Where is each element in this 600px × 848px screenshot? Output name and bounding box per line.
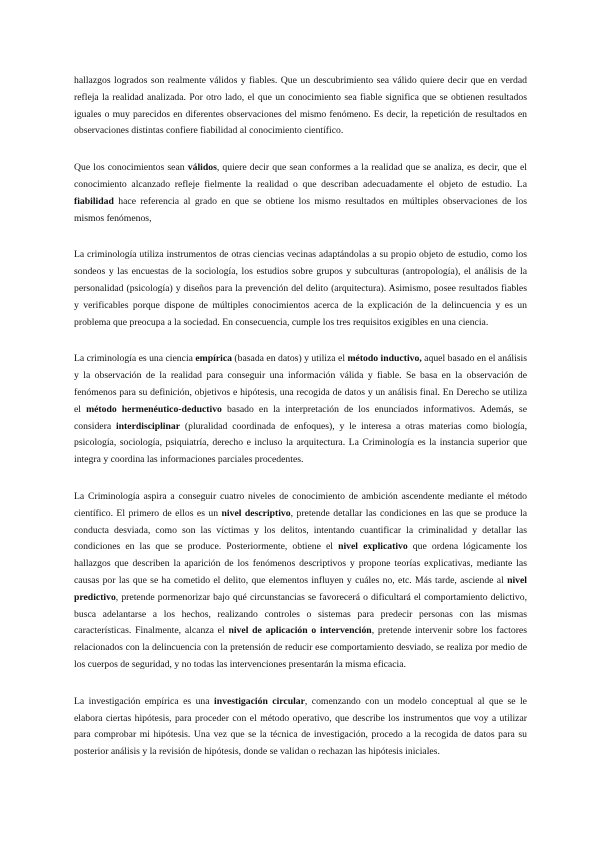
bold-term: nivel explicativo <box>338 541 408 553</box>
bold-term: nivel descriptivo <box>221 507 291 519</box>
bold-term: interdisciplinar <box>115 420 181 432</box>
text-run: La criminología es una ciencia <box>74 353 196 365</box>
bold-term: válidos <box>187 162 217 174</box>
paragraph-5 <box>74 489 527 674</box>
paragraph-6 <box>74 694 527 761</box>
paragraph-3 <box>74 247 527 331</box>
bold-term: nivel de aplicación o intervención <box>228 625 372 637</box>
text-run: , pretende pormenorizar bajo qué circunstancias se favorecerá o dificultará el comportamiento delictivo, busca adelantarse a los hechos, realizando controles o sistemas para predecir personas con las mismas características. Finalmente, alcanza el <box>74 591 527 637</box>
bold-term: método inductivo, <box>347 353 422 365</box>
paragraph-2 <box>74 160 527 227</box>
bold-term: nivel predictivo <box>74 574 527 603</box>
text-run: basado en la interpretación de los enunciados informativos. Además, se considera <box>74 403 527 432</box>
text-run: Que los conocimientos sean <box>74 162 188 174</box>
text-run: aquel basado en el análisis y la observación de la realidad para conseguir una información válida y fiable. Se basa en la observación de fenómenos para su definición, objetivos e hipótesis, una recogida de datos y un análisis final. En Derecho se utiliza el <box>74 353 527 415</box>
text-run: , quiere decir que sean conformes a la realidad que se analiza, es decir, que el conocimiento alcanzado refleje fielmente la realidad o que describan adecuadamente el objeto de estudio. La <box>74 162 527 190</box>
text-run: , comenzando con un modelo conceptual al que se le elabora ciertas hipótesis, para proceder con el método operativo, que describe los instrumentos que voy a utilizar para comprobar mi hipótesis. Una vez que se la técnica de investigación, procedo a la recogida de datos para su posterior análisis y la revisión de hipótesis, donde se validan o rechazan las hipótesis iniciales. <box>74 695 527 758</box>
text-run: , pretende intervenir sobre los factores relacionados con la delincuencia con la pretensión de reducir ese comportamiento desviado, se realiza por medio de los cuerpos de seguridad, y no todas las intervenciones presentarán la misma eficacia. <box>74 625 528 670</box>
text-run: (basada en datos) y utiliza el <box>231 353 348 365</box>
text-run: hace referencia al grado en que se obtiene los mismo resultados en múltiples observaciones de los mismos fenómenos, <box>74 195 527 224</box>
bold-term: método hermenéutico-deductivo <box>86 403 222 415</box>
bold-term: empírica <box>195 353 232 365</box>
text-run: La criminología utiliza instrumentos de otras ciencias vecinas adaptándolas a su propio objeto de estudio, como los sondeos y las encuestas de la sociología, los estudios sobre grupos y subculturas (antropología), el análisis de la personalidad (psicología) y diseños para la prevención del delito (arquitectura). Asimismo, posee resultados fiables y verificables porque dispone de múltiples conocimientos acerca de la explicación de la delincuencia y es un problema que preocupa a la sociedad. En consecuencia, cumple los tres requisitos exigibles en una ciencia. <box>74 249 527 328</box>
text-run: La Criminología aspira a conseguir cuatro niveles de conocimiento de ambición ascendente mediante el método científico. El primero de ellos es un <box>74 490 527 519</box>
text-run: que ordena lógicamente los hallazgos que describen la aparición de los fenómenos descriptivos y propone teorías explicativas, mediante las causas por las que se ha cometido el delito, que elementos influyen y cuáles no, etc. Más tarde, asciende al <box>74 541 528 586</box>
bold-term: fiabilidad <box>74 195 114 207</box>
bold-term: investigación circular <box>214 695 305 707</box>
paragraph-4 <box>74 351 527 469</box>
text-run: (pluralidad coordinada de enfoques), y le interesa a otras materias como biología, psicología, sociología, psiquiatría, derecho e incluso la arquitectura. La Criminología es la instancia superior que integra y coordina las informaciones parciales procedentes. <box>74 420 527 466</box>
text-run: La investigación empírica es una <box>74 695 215 707</box>
text-run: hallazgos logrados son realmente válidos y fiables. Que un descubrimiento sea válido quiere decir que en verdad refleja la realidad analizada. Por otro lado, el que un conocimiento sea fiable significa que se obtienen resultados iguales o muy parecidos en diferentes observaciones del mismo fenómeno. Es decir, la repetición de resultados en observaciones distintas confiere fiabilidad al conocimiento científico. <box>74 75 527 137</box>
paragraph-1 <box>74 73 527 140</box>
text-run: , pretende detallar las condiciones en las que se produce la conducta desviada, como son las víctimas y los delitos, intentando cuantificar la criminalidad y detallar las condiciones en las que se produce. Posteriormente, obtiene el <box>74 507 527 553</box>
